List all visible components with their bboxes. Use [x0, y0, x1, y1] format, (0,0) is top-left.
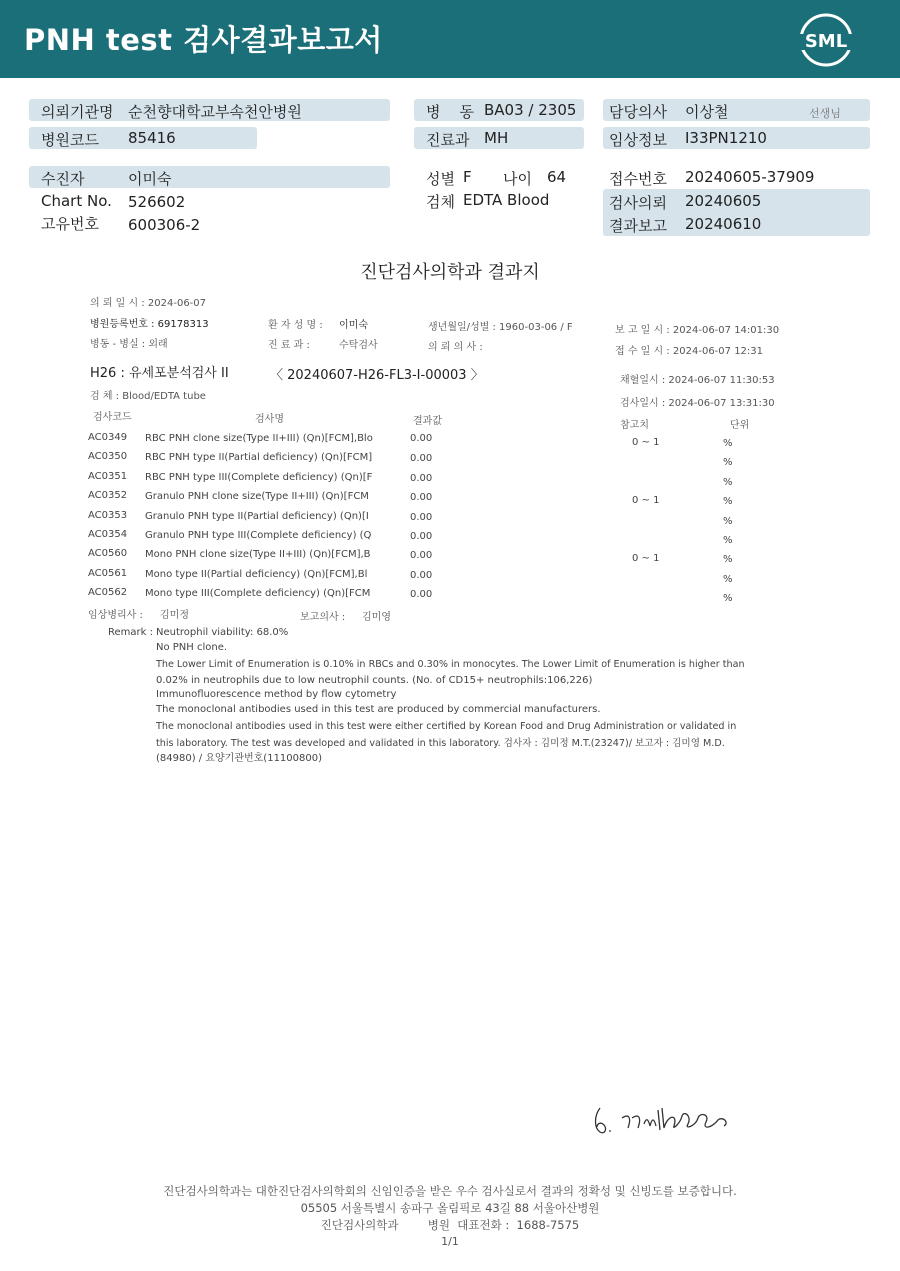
logo-text: SML [804, 31, 848, 52]
dept-value: MH [484, 129, 509, 147]
report-header [0, 0, 900, 78]
code-label: 병원코드 [41, 131, 99, 149]
row-unit: % [723, 535, 733, 546]
remark-line: (84980) / 요양기관번호(11100800) [156, 753, 323, 764]
meta-patient-name-label: 환 자 성 명 : [268, 320, 323, 331]
doctor-suffix: 선생님 [809, 107, 841, 120]
row-code: AC0350 [88, 451, 128, 462]
lab-report-title: 진단검사의학과 결과지 [360, 262, 540, 283]
meta-reg-no: 병원등록번호 : 69178313 [90, 319, 209, 330]
age-value: 64 [547, 168, 567, 186]
uid-label: 고유번호 [41, 215, 99, 233]
meta-collect-time: 채혈일시 : 2024-06-07 11:30:53 [620, 375, 775, 386]
dept-label: 진료과 [426, 131, 470, 149]
row-code: AC0349 [88, 432, 128, 443]
row-unit: % [723, 438, 733, 449]
footer-certification: 진단검사의학과는 대한진단검사의학회의 신임인증을 받은 우수 검사실로서 결과의 정확성 및 신빙도를 보증합니다. [163, 1184, 737, 1198]
code-value: 85416 [128, 129, 176, 147]
request-value: 20240605 [685, 192, 762, 210]
specimen-value: EDTA Blood [463, 191, 550, 209]
chart-label: Chart No. [41, 192, 112, 210]
sex-value: F [463, 168, 472, 186]
row-code: AC0561 [88, 568, 128, 579]
reporter-label: 보고의사 : [300, 612, 346, 623]
row-code: AC0351 [88, 471, 128, 482]
row-name: Granulo PNH type II(Partial deficiency) (Qn)[I [145, 511, 369, 522]
footer-address: 05505 서울특별시 송파구 올림픽로 43길 88 서울아산병원 [300, 1201, 600, 1215]
row-name: Mono type II(Partial deficiency) (Qn)[FCM],Bl [145, 569, 368, 580]
row-unit: % [723, 477, 733, 488]
meta-request-date: 의 뢰 일 시 : 2024-06-07 [90, 298, 207, 309]
row-unit: % [723, 496, 733, 507]
row-code: AC0562 [88, 587, 128, 598]
ward-value: BA03 / 2305 [484, 101, 577, 119]
row-unit: % [723, 593, 733, 604]
signature [588, 1096, 748, 1146]
sml-logo [798, 12, 854, 68]
row-ref: 0 ~ 1 [632, 495, 660, 506]
sample-number: 〈 20240607-H26-FL3-I-00003 〉 [270, 368, 484, 383]
clinical-label: 임상정보 [609, 131, 667, 149]
col-code: 검사코드 [93, 412, 132, 423]
row-result: 0.00 [410, 473, 433, 484]
row-unit: % [723, 574, 733, 585]
meta-report-time: 보 고 일 시 : 2024-06-07 14:01:30 [615, 325, 780, 336]
row-name: RBC PNH type II(Partial deficiency) (Qn)[FCM] [145, 452, 373, 463]
remark-line: The Lower Limit of Enumeration is 0.10% in RBCs and 0.30% in monocytes. The Lower Limit of Enumeration is higher than [156, 659, 745, 670]
row-code: AC0354 [88, 529, 128, 540]
row-result: 0.00 [410, 492, 433, 503]
row-unit: % [723, 516, 733, 527]
request-label: 검사의뢰 [609, 194, 667, 212]
pathologist-name: 김미정 [160, 610, 189, 621]
col-result: 결과값 [413, 416, 442, 427]
col-ref: 참고치 [620, 420, 649, 431]
row-result: 0.00 [410, 433, 433, 444]
meta-dept-label: 진 료 과 : [268, 340, 310, 351]
institution-value: 순천향대학교부속천안병원 [128, 103, 302, 121]
page-number: 1/1 [441, 1235, 459, 1248]
patient-label: 수진자 [41, 170, 85, 188]
footer-contact: 진단검사의학과 병원 대표전화 : 1688-7575 [320, 1218, 580, 1232]
row-ref: 0 ~ 1 [632, 553, 660, 564]
specimen-label: 검체 [426, 193, 455, 211]
doctor-value: 이상철 [685, 103, 729, 121]
meta-dept: 수탁검사 [339, 340, 378, 351]
row-result: 0.00 [410, 550, 433, 561]
meta-receive-time: 접 수 일 시 : 2024-06-07 12:31 [615, 346, 764, 357]
row-name: Granulo PNH clone size(Type II+III) (Qn)[FCM [145, 491, 369, 502]
row-result: 0.00 [410, 453, 433, 464]
report-label: 결과보고 [609, 217, 667, 235]
remark-line: Neutrophil viability: 68.0% [156, 627, 289, 638]
row-code: AC0353 [88, 510, 128, 521]
chart-value: 526602 [128, 193, 186, 211]
row-result: 0.00 [410, 531, 433, 542]
test-code: H26 : 유세포분석검사 II [90, 366, 229, 381]
sex-label: 성별 [426, 170, 455, 188]
row-result: 0.00 [410, 589, 433, 600]
patient-value: 이미숙 [128, 170, 172, 188]
row-name: Granulo PNH type III(Complete deficiency) (Q [145, 530, 372, 541]
remark-line: 0.02% in neutrophils due to low neutrophil counts. (No. of CD15+ neutrophils:106,226) [156, 675, 593, 686]
row-name: Mono type III(Complete deficiency) (Qn)[FCM [145, 588, 371, 599]
institution-label: 의뢰기관명 [41, 103, 114, 121]
reception-value: 20240605-37909 [685, 168, 815, 186]
remark-line: Immunofluorescence method by flow cytometry [156, 689, 397, 700]
row-code: AC0560 [88, 548, 128, 559]
row-name: RBC PNH type III(Complete deficiency) (Qn)[F [145, 472, 373, 483]
row-name: RBC PNH clone size(Type II+III) (Qn)[FCM],Blo [145, 433, 373, 444]
pathologist-label: 임상병리사 : [88, 610, 143, 621]
remark-line: The monoclonal antibodies used in this test were either certified by Korean Food and Drug Administration or validated in [156, 721, 737, 732]
meta-ward-room: 병동 - 병실 : 외래 [90, 339, 168, 350]
row-unit: % [723, 554, 733, 565]
row-name: Mono PNH clone size(Type II+III) (Qn)[FCM],B [145, 549, 371, 560]
row-unit: % [723, 457, 733, 468]
meta-dob: 생년월일/성별 : 1960-03-06 / F [428, 322, 573, 333]
remark-label: Remark : [108, 627, 153, 638]
row-ref: 0 ~ 1 [632, 437, 660, 448]
ward-label: 병 동 [426, 103, 475, 121]
row-result: 0.00 [410, 512, 433, 523]
age-label: 나이 [503, 170, 532, 188]
reporter-name: 김미영 [362, 612, 391, 623]
meta-patient-name: 이미숙 [339, 320, 368, 331]
specimen-line: 검 체 : Blood/EDTA tube [90, 391, 206, 402]
col-name: 검사명 [255, 414, 284, 425]
meta-test-time: 검사일시 : 2024-06-07 13:31:30 [620, 398, 775, 409]
remark-line: The monoclonal antibodies used in this test are produced by commercial manufacturers. [156, 704, 601, 715]
row-code: AC0352 [88, 490, 128, 501]
report-title: PNH test 검사결과보고서 [24, 23, 383, 57]
row-result: 0.00 [410, 570, 433, 581]
remark-line: this laboratory. The test was developed and validated in this laboratory. 검사자 : 김미정 M.T.(23247)/ 보고자 : 김미영 M.D. [156, 738, 725, 749]
report-value: 20240610 [685, 215, 762, 233]
uid-value: 600306-2 [128, 216, 201, 234]
remark-line: No PNH clone. [156, 642, 228, 653]
col-unit: 단위 [730, 420, 750, 431]
reception-label: 접수번호 [609, 170, 667, 188]
meta-doctor: 의 뢰 의 사 : [428, 342, 483, 353]
clinical-value: I33PN1210 [685, 129, 767, 147]
doctor-label: 담당의사 [609, 103, 667, 121]
